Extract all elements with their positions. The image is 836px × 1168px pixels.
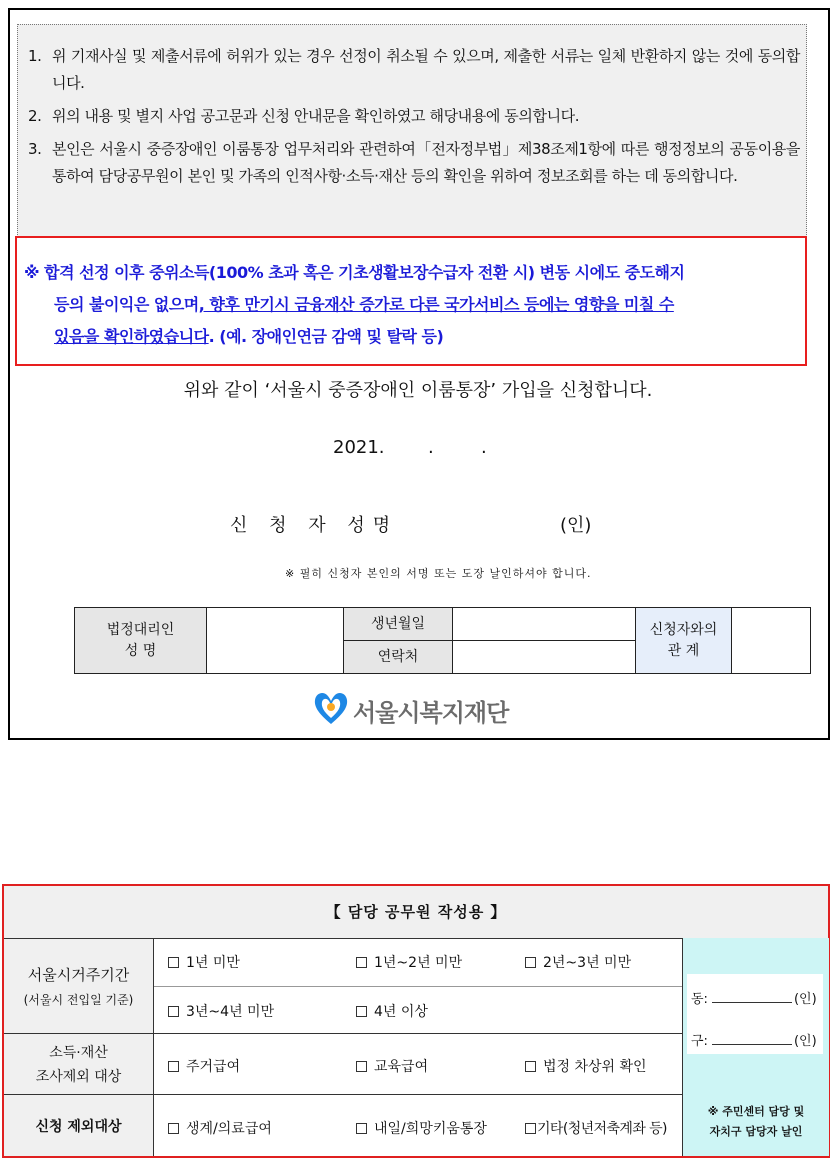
- consent-item-text: 본인은 서울시 중증장애인 이룸통장 업무처리와 관련하여「전자정부법」제38조제1항에 따른 행정정보의 공동이용을 통하여 담당공무원이 본인 및 가족의 인적사항·소득·재산 등의 확인을 위하여 정보조회를 하는 데 동의합니다.: [52, 140, 800, 185]
- row-divider: [4, 1094, 682, 1095]
- residence-option-2-3y[interactable]: 2년~3년 미만: [525, 952, 631, 972]
- residence-option-under-1y[interactable]: 1년 미만: [168, 952, 240, 972]
- official-stamp-area: [682, 938, 829, 1156]
- row-divider: [4, 1033, 682, 1034]
- sub-row-divider: [154, 986, 682, 987]
- checkbox-icon: [168, 1123, 179, 1134]
- consent-item-text: 위의 내용 및 별지 사업 공고문과 신청 안내문을 확인하였고 해당내용에 동의합니다.: [52, 107, 580, 125]
- consent-box: [17, 24, 807, 237]
- date-day-separator: .: [481, 437, 487, 458]
- relationship-field[interactable]: [732, 608, 811, 674]
- checkbox-icon: [525, 1061, 536, 1072]
- signature-note: ※ 필히 신청자 본인의 서명 또는 도장 날인하셔야 합니다.: [285, 567, 592, 580]
- notice-box: [15, 236, 807, 366]
- seoul-welfare-foundation-logo: [313, 688, 509, 728]
- contact-field[interactable]: [453, 641, 636, 674]
- heart-person-icon: [313, 688, 349, 728]
- checkbox-icon: [168, 1061, 179, 1072]
- consent-item-3: [28, 136, 800, 190]
- checkbox-icon: [168, 1006, 179, 1017]
- representative-name-label: 법정대리인 성 명: [75, 608, 207, 674]
- application-statement: 위와 같이 ‘서울시 중증장애인 이룸통장’ 가입을 신청합니다.: [183, 380, 653, 401]
- residence-period-label: 서울시거주기간 (서울시 전입일 기준): [4, 939, 154, 1033]
- checkbox-icon: [525, 1123, 536, 1134]
- stamp-field-box: [687, 974, 823, 1054]
- notice-line-3b: . (예. 장애인연금 감액 및 탈락 등): [208, 327, 444, 346]
- income-exclusion-label: 소득·재산 조사제외 대상: [4, 1034, 154, 1094]
- representative-name-field[interactable]: [207, 608, 344, 674]
- residence-option-1-2y[interactable]: 1년~2년 미만: [356, 952, 462, 972]
- relationship-label: 신청자와의 관 계: [636, 608, 732, 674]
- consent-item-number: 3.: [28, 140, 42, 158]
- checkbox-icon: [168, 957, 179, 968]
- residence-option-over-4y[interactable]: 4년 이상: [356, 1001, 428, 1021]
- applicant-name-label: 신 청 자 성명: [230, 515, 399, 536]
- legal-representative-table: [74, 607, 811, 674]
- exclusion-option-hope-account[interactable]: 내일/희망키움통장: [356, 1118, 487, 1138]
- logo-text: 서울시복지재단: [353, 699, 509, 727]
- dong-stamp-field[interactable]: 동: (인): [691, 992, 817, 1007]
- consent-item-number: 2.: [28, 107, 42, 125]
- consent-item-1: [28, 43, 800, 97]
- consent-item-number: 1.: [28, 47, 42, 65]
- contact-label: 연락처: [344, 641, 453, 674]
- exclusion-option-livelihood[interactable]: 생계/의료급여: [168, 1118, 272, 1138]
- income-option-near-poverty[interactable]: 법정 차상위 확인: [525, 1056, 647, 1076]
- official-use-section: [2, 884, 830, 1158]
- checkbox-icon: [525, 957, 536, 968]
- notice-line-1: ※ 합격 선정 이후 중위소득(100% 초과 혹은 기초생활보장수급자 전환 시) 변동 시에도 중도해지: [24, 263, 685, 282]
- checkbox-icon: [356, 957, 367, 968]
- gu-stamp-field[interactable]: 구: (인): [691, 1034, 817, 1049]
- date-year[interactable]: 2021.: [333, 437, 385, 458]
- notice-line-2b: , 향후 만기시 금융재산 증가로 다른 국가서비스 등에는 영향을 미칠 수: [198, 295, 674, 314]
- income-option-housing[interactable]: 주거급여: [168, 1056, 240, 1076]
- checkbox-icon: [356, 1123, 367, 1134]
- checkbox-icon: [356, 1006, 367, 1017]
- income-option-education[interactable]: 교육급여: [356, 1056, 428, 1076]
- checkbox-icon: [356, 1061, 367, 1072]
- application-exclusion-label: 신청 제외대상: [4, 1095, 154, 1156]
- notice-line-3a: 있음을 확인하였습니다: [54, 327, 209, 346]
- official-section-title: 【 담당 공무원 작성용 】: [4, 886, 828, 939]
- consent-item-2: [28, 103, 800, 130]
- notice-line-2a: 등의 불이익은 없으며: [54, 295, 199, 314]
- residence-option-3-4y[interactable]: 3년~4년 미만: [168, 1001, 274, 1021]
- exclusion-option-other[interactable]: 기타(청년저축계좌 등): [525, 1118, 667, 1138]
- birthdate-label: 생년월일: [344, 608, 453, 641]
- date-month-separator: .: [428, 437, 434, 458]
- consent-item-text: 위 기재사실 및 제출서류에 허위가 있는 경우 선정이 취소될 수 있으며, 제출한 서류는 일체 반환하지 않는 것에 동의합니다.: [52, 47, 800, 92]
- stamp-note: ※ 주민센터 담당 및 자치구 담당자 날인: [707, 1105, 805, 1138]
- applicant-seal-mark[interactable]: (인): [560, 515, 592, 536]
- birthdate-field[interactable]: [453, 608, 636, 641]
